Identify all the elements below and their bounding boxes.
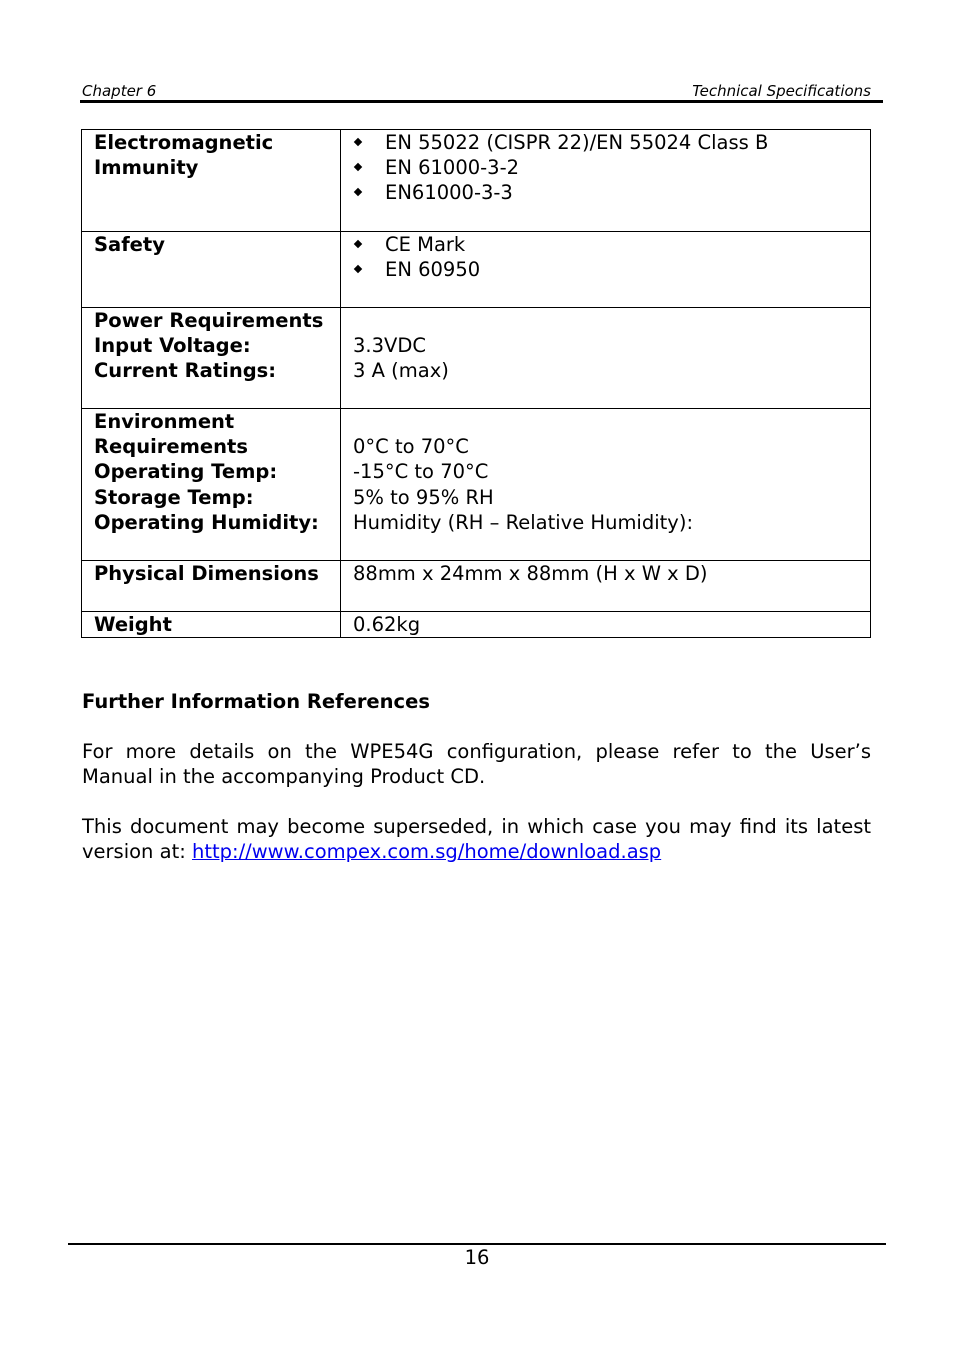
list-item — [353, 155, 870, 180]
paragraph: For more details on the WPE54G configuration, please refer to the User’s Manual in the accompanying Product CD. — [82, 740, 871, 788]
bullet-list — [353, 232, 870, 282]
spec-value: EN61000-3-3 — [385, 181, 513, 205]
spec-value: EN 55022 (CISPR 22)/EN 55024 Class B — [385, 131, 769, 154]
header-chapter: Chapter 6 — [82, 82, 157, 100]
table-row — [82, 561, 871, 612]
spec-value-cell — [341, 612, 871, 638]
spec-value: 3.3VDC — [353, 334, 426, 358]
table-row — [82, 612, 871, 638]
spec-label-cell — [82, 561, 341, 612]
spec-label-cell — [82, 308, 341, 409]
spec-value-cell — [341, 232, 871, 308]
spec-label: Environment — [94, 410, 235, 433]
spec-label-cell — [82, 409, 341, 561]
spec-value: EN 60950 — [385, 258, 481, 282]
diamond-bullet-icon — [354, 240, 362, 248]
spec-value: 0°C to 70°C — [353, 435, 469, 459]
spec-value: 88mm x 24mm x 88mm (H x W x D) — [353, 562, 708, 585]
table-row — [82, 130, 871, 232]
spec-label-cell — [82, 612, 341, 638]
spec-value: 0.62kg — [353, 613, 421, 636]
list-item — [353, 180, 870, 205]
section-heading: Further Information References — [82, 690, 430, 713]
spec-label: Operating Temp: — [94, 460, 278, 484]
spec-value-cell — [341, 130, 871, 232]
bullet-list — [353, 130, 870, 206]
list-item — [353, 232, 870, 257]
spec-value: 5% to 95% RH — [353, 485, 494, 509]
spec-label-cell — [82, 130, 341, 232]
spec-label: Physical Dimensions — [94, 562, 319, 585]
spec-label: Operating Humidity: — [94, 510, 319, 534]
spec-label: Requirements — [94, 435, 248, 459]
table-row — [82, 409, 871, 561]
spec-table — [81, 129, 871, 638]
spec-label: Safety — [94, 233, 165, 256]
spec-value: -15°C to 70°C — [353, 460, 489, 484]
spec-value: EN 61000-3-2 — [385, 156, 520, 180]
diamond-bullet-icon — [354, 163, 362, 171]
header-rule — [80, 100, 883, 103]
spec-value: Humidity (RH – Relative Humidity): — [353, 510, 694, 534]
table-row — [82, 232, 871, 308]
paragraph — [82, 814, 871, 864]
list-item — [353, 257, 870, 282]
spec-label: Immunity — [94, 156, 199, 180]
spec-label: Weight — [94, 613, 172, 636]
spec-label: Current Ratings: — [94, 359, 277, 383]
list-item — [353, 130, 870, 155]
paragraph-text: This document may become superseded, in which case you may find its latest version at: — [82, 815, 871, 863]
diamond-bullet-icon — [354, 138, 362, 146]
footer-rule — [68, 1243, 886, 1245]
spec-label: Storage Temp: — [94, 485, 254, 509]
spec-value-cell — [341, 561, 871, 612]
download-link[interactable]: http://www.compex.com.sg/home/download.asp — [191, 840, 662, 863]
spec-value: 3 A (max) — [353, 359, 449, 383]
spec-label: Electromagnetic — [94, 131, 274, 154]
diamond-bullet-icon — [354, 188, 362, 196]
page-number: 16 — [464, 1246, 490, 1269]
spec-label: Power Requirements — [94, 309, 324, 332]
table-row — [82, 308, 871, 409]
header-section-title: Technical Specifications — [692, 82, 871, 100]
spec-label: Input Voltage: — [94, 334, 251, 358]
spec-value: CE Mark — [385, 233, 466, 256]
diamond-bullet-icon — [354, 265, 362, 273]
spec-label-cell — [82, 232, 341, 308]
spec-value-cell — [341, 308, 871, 409]
spec-value-cell — [341, 409, 871, 561]
